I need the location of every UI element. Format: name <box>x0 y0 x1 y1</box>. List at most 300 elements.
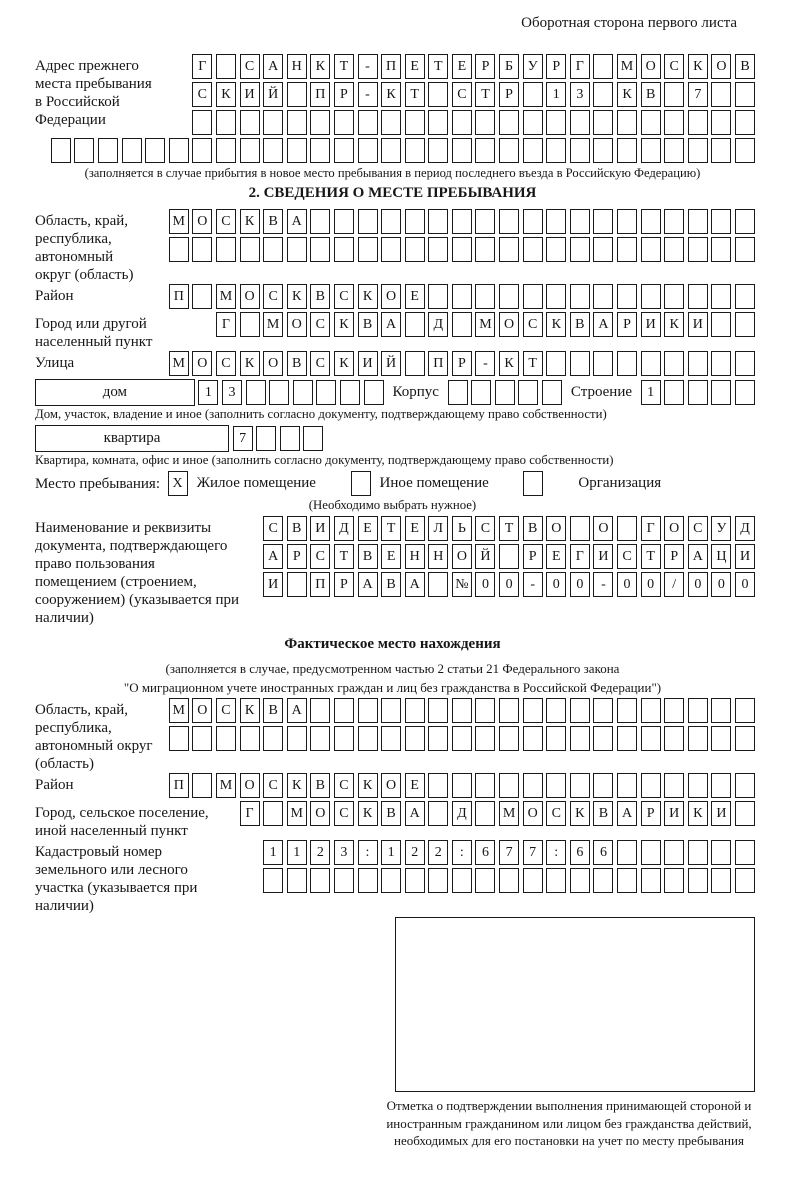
char-cell[interactable] <box>192 284 212 309</box>
char-cell[interactable]: В <box>641 82 661 107</box>
char-cell[interactable] <box>358 138 378 163</box>
char-cell[interactable]: К <box>334 351 354 376</box>
char-cell[interactable]: М <box>169 209 189 234</box>
char-cell[interactable] <box>546 110 566 135</box>
char-cell[interactable]: 1 <box>198 380 218 405</box>
char-cell[interactable] <box>617 698 637 723</box>
char-cell[interactable] <box>711 110 731 135</box>
char-cell[interactable]: Р <box>452 351 472 376</box>
char-cell[interactable]: Т <box>475 82 495 107</box>
char-cell[interactable]: И <box>711 801 731 826</box>
char-cell[interactable] <box>475 138 495 163</box>
char-cell[interactable] <box>546 773 566 798</box>
char-cell[interactable] <box>711 138 731 163</box>
char-cell[interactable]: № <box>452 572 472 597</box>
char-cell[interactable] <box>735 138 755 163</box>
char-cell[interactable] <box>546 868 566 893</box>
char-cell[interactable]: В <box>358 544 378 569</box>
char-cell[interactable]: Н <box>287 54 307 79</box>
char-cell[interactable] <box>664 351 684 376</box>
char-cell[interactable] <box>475 110 495 135</box>
char-cell[interactable]: О <box>711 54 731 79</box>
char-cell[interactable] <box>593 773 613 798</box>
char-cell[interactable]: Т <box>405 82 425 107</box>
char-cell[interactable] <box>499 544 519 569</box>
char-cell[interactable]: Р <box>617 312 637 337</box>
char-cell[interactable] <box>664 698 684 723</box>
char-cell[interactable] <box>381 237 401 262</box>
char-cell[interactable]: X <box>168 471 188 496</box>
char-cell[interactable] <box>570 237 590 262</box>
char-cell[interactable]: Д <box>735 516 755 541</box>
char-cell[interactable] <box>192 237 212 262</box>
char-cell[interactable] <box>334 868 354 893</box>
char-cell[interactable]: 1 <box>287 840 307 865</box>
char-cell[interactable] <box>405 351 425 376</box>
char-cell[interactable] <box>428 110 448 135</box>
char-cell[interactable] <box>523 237 543 262</box>
char-cell[interactable] <box>546 209 566 234</box>
house-type-box[interactable]: дом <box>35 379 195 406</box>
char-cell[interactable] <box>664 840 684 865</box>
char-cell[interactable] <box>664 284 684 309</box>
char-cell[interactable]: В <box>358 312 378 337</box>
char-cell[interactable] <box>542 380 562 405</box>
char-cell[interactable] <box>428 868 448 893</box>
char-cell[interactable] <box>664 868 684 893</box>
char-cell[interactable] <box>523 82 543 107</box>
char-cell[interactable] <box>310 698 330 723</box>
char-cell[interactable]: С <box>192 82 212 107</box>
char-cell[interactable] <box>641 773 661 798</box>
char-cell[interactable] <box>240 138 260 163</box>
char-cell[interactable]: Й <box>263 82 283 107</box>
char-cell[interactable] <box>293 380 313 405</box>
char-cell[interactable] <box>475 773 495 798</box>
char-cell[interactable] <box>310 868 330 893</box>
char-cell[interactable]: О <box>192 209 212 234</box>
char-cell[interactable]: В <box>593 801 613 826</box>
char-cell[interactable] <box>523 138 543 163</box>
char-cell[interactable] <box>735 868 755 893</box>
char-cell[interactable]: П <box>428 351 448 376</box>
char-cell[interactable] <box>240 110 260 135</box>
char-cell[interactable]: 1 <box>263 840 283 865</box>
char-cell[interactable]: 1 <box>381 840 401 865</box>
char-cell[interactable] <box>617 284 637 309</box>
char-cell[interactable]: У <box>523 54 543 79</box>
char-cell[interactable]: Й <box>381 351 401 376</box>
char-cell[interactable] <box>381 138 401 163</box>
char-cell[interactable]: 7 <box>233 426 253 451</box>
char-cell[interactable]: В <box>263 209 283 234</box>
char-cell[interactable]: Е <box>381 544 401 569</box>
char-cell[interactable] <box>263 237 283 262</box>
char-cell[interactable] <box>617 351 637 376</box>
char-cell[interactable]: В <box>735 54 755 79</box>
char-cell[interactable]: С <box>263 516 283 541</box>
char-cell[interactable] <box>428 698 448 723</box>
char-cell[interactable] <box>358 237 378 262</box>
char-cell[interactable]: Т <box>428 54 448 79</box>
char-cell[interactable] <box>735 237 755 262</box>
char-cell[interactable] <box>570 351 590 376</box>
char-cell[interactable] <box>334 237 354 262</box>
char-cell[interactable] <box>641 351 661 376</box>
char-cell[interactable] <box>475 284 495 309</box>
char-cell[interactable]: А <box>405 572 425 597</box>
char-cell[interactable]: К <box>240 209 260 234</box>
char-cell[interactable] <box>216 237 236 262</box>
char-cell[interactable]: К <box>310 54 330 79</box>
char-cell[interactable]: М <box>169 698 189 723</box>
char-cell[interactable]: Г <box>192 54 212 79</box>
char-cell[interactable] <box>287 726 307 751</box>
char-cell[interactable] <box>381 726 401 751</box>
char-cell[interactable]: Л <box>428 516 448 541</box>
char-cell[interactable] <box>428 773 448 798</box>
char-cell[interactable] <box>263 868 283 893</box>
char-cell[interactable]: О <box>381 284 401 309</box>
char-cell[interactable]: В <box>381 801 401 826</box>
char-cell[interactable] <box>263 726 283 751</box>
char-cell[interactable] <box>664 110 684 135</box>
char-cell[interactable] <box>711 726 731 751</box>
char-cell[interactable] <box>428 801 448 826</box>
char-cell[interactable]: В <box>287 516 307 541</box>
char-cell[interactable]: И <box>688 312 708 337</box>
char-cell[interactable] <box>192 138 212 163</box>
char-cell[interactable] <box>269 380 289 405</box>
char-cell[interactable] <box>711 380 731 405</box>
char-cell[interactable] <box>475 237 495 262</box>
char-cell[interactable] <box>405 138 425 163</box>
char-cell[interactable] <box>546 726 566 751</box>
char-cell[interactable] <box>664 237 684 262</box>
char-cell[interactable]: 3 <box>334 840 354 865</box>
char-cell[interactable] <box>617 516 637 541</box>
char-cell[interactable]: К <box>287 284 307 309</box>
char-cell[interactable]: О <box>192 698 212 723</box>
char-cell[interactable] <box>711 209 731 234</box>
char-cell[interactable] <box>495 380 515 405</box>
char-cell[interactable] <box>475 801 495 826</box>
char-cell[interactable] <box>735 698 755 723</box>
char-cell[interactable]: К <box>546 312 566 337</box>
char-cell[interactable] <box>735 209 755 234</box>
char-cell[interactable]: К <box>499 351 519 376</box>
char-cell[interactable] <box>499 209 519 234</box>
char-cell[interactable] <box>287 572 307 597</box>
char-cell[interactable] <box>334 138 354 163</box>
char-cell[interactable] <box>263 138 283 163</box>
char-cell[interactable]: С <box>452 82 472 107</box>
char-cell[interactable]: - <box>475 351 495 376</box>
char-cell[interactable]: В <box>263 698 283 723</box>
char-cell[interactable] <box>641 698 661 723</box>
char-cell[interactable]: О <box>287 312 307 337</box>
char-cell[interactable] <box>452 312 472 337</box>
char-cell[interactable]: 0 <box>499 572 519 597</box>
char-cell[interactable] <box>310 110 330 135</box>
char-cell[interactable] <box>358 209 378 234</box>
char-cell[interactable] <box>688 237 708 262</box>
char-cell[interactable] <box>523 698 543 723</box>
char-cell[interactable] <box>688 726 708 751</box>
char-cell[interactable]: Е <box>546 544 566 569</box>
char-cell[interactable]: К <box>287 773 307 798</box>
char-cell[interactable] <box>405 110 425 135</box>
char-cell[interactable] <box>287 868 307 893</box>
char-cell[interactable] <box>523 773 543 798</box>
char-cell[interactable] <box>570 773 590 798</box>
char-cell[interactable] <box>523 471 543 496</box>
char-cell[interactable]: М <box>617 54 637 79</box>
char-cell[interactable] <box>617 110 637 135</box>
char-cell[interactable]: Р <box>334 82 354 107</box>
char-cell[interactable]: П <box>169 773 189 798</box>
char-cell[interactable] <box>711 312 731 337</box>
char-cell[interactable] <box>570 726 590 751</box>
char-cell[interactable]: 0 <box>570 572 590 597</box>
char-cell[interactable]: - <box>358 82 378 107</box>
char-cell[interactable]: 0 <box>617 572 637 597</box>
char-cell[interactable] <box>405 698 425 723</box>
char-cell[interactable]: Е <box>452 54 472 79</box>
char-cell[interactable] <box>192 726 212 751</box>
char-cell[interactable] <box>334 698 354 723</box>
char-cell[interactable]: С <box>263 284 283 309</box>
char-cell[interactable] <box>593 138 613 163</box>
char-cell[interactable] <box>287 82 307 107</box>
char-cell[interactable]: П <box>381 54 401 79</box>
char-cell[interactable] <box>688 110 708 135</box>
char-cell[interactable]: С <box>664 54 684 79</box>
char-cell[interactable]: А <box>688 544 708 569</box>
char-cell[interactable] <box>405 312 425 337</box>
char-cell[interactable] <box>364 380 384 405</box>
char-cell[interactable] <box>593 82 613 107</box>
char-cell[interactable] <box>664 726 684 751</box>
char-cell[interactable] <box>351 471 371 496</box>
char-cell[interactable] <box>169 726 189 751</box>
char-cell[interactable]: Е <box>405 773 425 798</box>
char-cell[interactable] <box>310 209 330 234</box>
char-cell[interactable] <box>688 868 708 893</box>
char-cell[interactable]: У <box>711 516 731 541</box>
char-cell[interactable]: 1 <box>641 380 661 405</box>
char-cell[interactable] <box>593 284 613 309</box>
char-cell[interactable]: К <box>381 82 401 107</box>
char-cell[interactable]: В <box>287 351 307 376</box>
char-cell[interactable] <box>593 726 613 751</box>
char-cell[interactable] <box>688 284 708 309</box>
char-cell[interactable]: Г <box>570 54 590 79</box>
char-cell[interactable]: 2 <box>428 840 448 865</box>
char-cell[interactable] <box>546 284 566 309</box>
char-cell[interactable]: А <box>358 572 378 597</box>
apartment-type-box[interactable]: квартира <box>35 425 229 452</box>
char-cell[interactable]: С <box>310 312 330 337</box>
char-cell[interactable] <box>711 82 731 107</box>
char-cell[interactable] <box>499 110 519 135</box>
char-cell[interactable] <box>641 209 661 234</box>
char-cell[interactable] <box>405 209 425 234</box>
char-cell[interactable]: К <box>664 312 684 337</box>
char-cell[interactable]: Д <box>334 516 354 541</box>
char-cell[interactable]: И <box>593 544 613 569</box>
char-cell[interactable] <box>287 237 307 262</box>
char-cell[interactable]: В <box>570 312 590 337</box>
char-cell[interactable] <box>452 726 472 751</box>
char-cell[interactable]: О <box>641 54 661 79</box>
char-cell[interactable] <box>192 773 212 798</box>
char-cell[interactable] <box>428 209 448 234</box>
char-cell[interactable] <box>641 284 661 309</box>
char-cell[interactable]: 6 <box>570 840 590 865</box>
char-cell[interactable] <box>74 138 94 163</box>
char-cell[interactable]: С <box>240 54 260 79</box>
char-cell[interactable] <box>641 110 661 135</box>
char-cell[interactable]: О <box>593 516 613 541</box>
char-cell[interactable]: О <box>452 544 472 569</box>
char-cell[interactable]: К <box>358 801 378 826</box>
char-cell[interactable]: С <box>216 209 236 234</box>
char-cell[interactable]: С <box>216 351 236 376</box>
char-cell[interactable]: 6 <box>475 840 495 865</box>
char-cell[interactable] <box>303 426 323 451</box>
char-cell[interactable] <box>145 138 165 163</box>
char-cell[interactable]: С <box>523 312 543 337</box>
char-cell[interactable] <box>452 698 472 723</box>
char-cell[interactable]: О <box>523 801 543 826</box>
char-cell[interactable]: С <box>546 801 566 826</box>
char-cell[interactable] <box>287 110 307 135</box>
char-cell[interactable] <box>711 840 731 865</box>
char-cell[interactable] <box>593 698 613 723</box>
char-cell[interactable]: С <box>334 801 354 826</box>
char-cell[interactable]: С <box>216 698 236 723</box>
char-cell[interactable]: П <box>310 82 330 107</box>
char-cell[interactable] <box>499 237 519 262</box>
char-cell[interactable]: Р <box>287 544 307 569</box>
char-cell[interactable] <box>310 726 330 751</box>
char-cell[interactable]: М <box>263 312 283 337</box>
char-cell[interactable] <box>711 698 731 723</box>
char-cell[interactable]: 7 <box>523 840 543 865</box>
char-cell[interactable]: А <box>287 698 307 723</box>
char-cell[interactable]: Ц <box>711 544 731 569</box>
char-cell[interactable]: А <box>617 801 637 826</box>
char-cell[interactable]: 2 <box>405 840 425 865</box>
char-cell[interactable] <box>711 351 731 376</box>
char-cell[interactable]: Г <box>216 312 236 337</box>
char-cell[interactable] <box>475 209 495 234</box>
char-cell[interactable]: К <box>240 698 260 723</box>
char-cell[interactable]: И <box>310 516 330 541</box>
char-cell[interactable] <box>192 110 212 135</box>
char-cell[interactable] <box>334 726 354 751</box>
char-cell[interactable]: 0 <box>475 572 495 597</box>
char-cell[interactable]: И <box>358 351 378 376</box>
char-cell[interactable]: К <box>688 801 708 826</box>
char-cell[interactable]: М <box>216 284 236 309</box>
char-cell[interactable]: Г <box>570 544 590 569</box>
char-cell[interactable]: К <box>358 773 378 798</box>
char-cell[interactable]: Д <box>452 801 472 826</box>
char-cell[interactable] <box>664 773 684 798</box>
char-cell[interactable] <box>475 868 495 893</box>
char-cell[interactable] <box>452 138 472 163</box>
char-cell[interactable] <box>358 726 378 751</box>
char-cell[interactable]: Т <box>523 351 543 376</box>
char-cell[interactable]: Г <box>240 801 260 826</box>
char-cell[interactable]: О <box>499 312 519 337</box>
char-cell[interactable]: Т <box>381 516 401 541</box>
char-cell[interactable] <box>51 138 71 163</box>
char-cell[interactable] <box>405 237 425 262</box>
char-cell[interactable]: И <box>641 312 661 337</box>
char-cell[interactable]: К <box>240 351 260 376</box>
char-cell[interactable]: А <box>263 54 283 79</box>
char-cell[interactable] <box>617 773 637 798</box>
char-cell[interactable] <box>688 209 708 234</box>
char-cell[interactable] <box>570 284 590 309</box>
char-cell[interactable]: А <box>287 209 307 234</box>
char-cell[interactable]: : <box>452 840 472 865</box>
char-cell[interactable] <box>452 237 472 262</box>
char-cell[interactable] <box>216 110 236 135</box>
char-cell[interactable]: 7 <box>499 840 519 865</box>
char-cell[interactable] <box>428 138 448 163</box>
char-cell[interactable]: 3 <box>222 380 242 405</box>
char-cell[interactable] <box>641 726 661 751</box>
char-cell[interactable]: 0 <box>735 572 755 597</box>
char-cell[interactable] <box>263 801 283 826</box>
char-cell[interactable] <box>340 380 360 405</box>
char-cell[interactable] <box>216 138 236 163</box>
char-cell[interactable] <box>570 138 590 163</box>
char-cell[interactable] <box>452 284 472 309</box>
char-cell[interactable] <box>711 773 731 798</box>
char-cell[interactable]: Н <box>428 544 448 569</box>
char-cell[interactable] <box>641 237 661 262</box>
char-cell[interactable]: А <box>405 801 425 826</box>
char-cell[interactable] <box>452 868 472 893</box>
char-cell[interactable]: Т <box>641 544 661 569</box>
char-cell[interactable]: К <box>617 82 637 107</box>
char-cell[interactable]: 0 <box>641 572 661 597</box>
char-cell[interactable] <box>664 380 684 405</box>
char-cell[interactable] <box>216 726 236 751</box>
char-cell[interactable]: 6 <box>593 840 613 865</box>
char-cell[interactable] <box>381 698 401 723</box>
char-cell[interactable]: Д <box>428 312 448 337</box>
char-cell[interactable] <box>711 868 731 893</box>
char-cell[interactable] <box>641 868 661 893</box>
char-cell[interactable]: И <box>240 82 260 107</box>
char-cell[interactable] <box>664 82 684 107</box>
char-cell[interactable] <box>310 237 330 262</box>
char-cell[interactable] <box>499 698 519 723</box>
char-cell[interactable]: Р <box>334 572 354 597</box>
char-cell[interactable]: С <box>263 773 283 798</box>
char-cell[interactable]: О <box>381 773 401 798</box>
char-cell[interactable]: Е <box>405 54 425 79</box>
char-cell[interactable] <box>593 237 613 262</box>
char-cell[interactable] <box>735 110 755 135</box>
char-cell[interactable]: М <box>287 801 307 826</box>
